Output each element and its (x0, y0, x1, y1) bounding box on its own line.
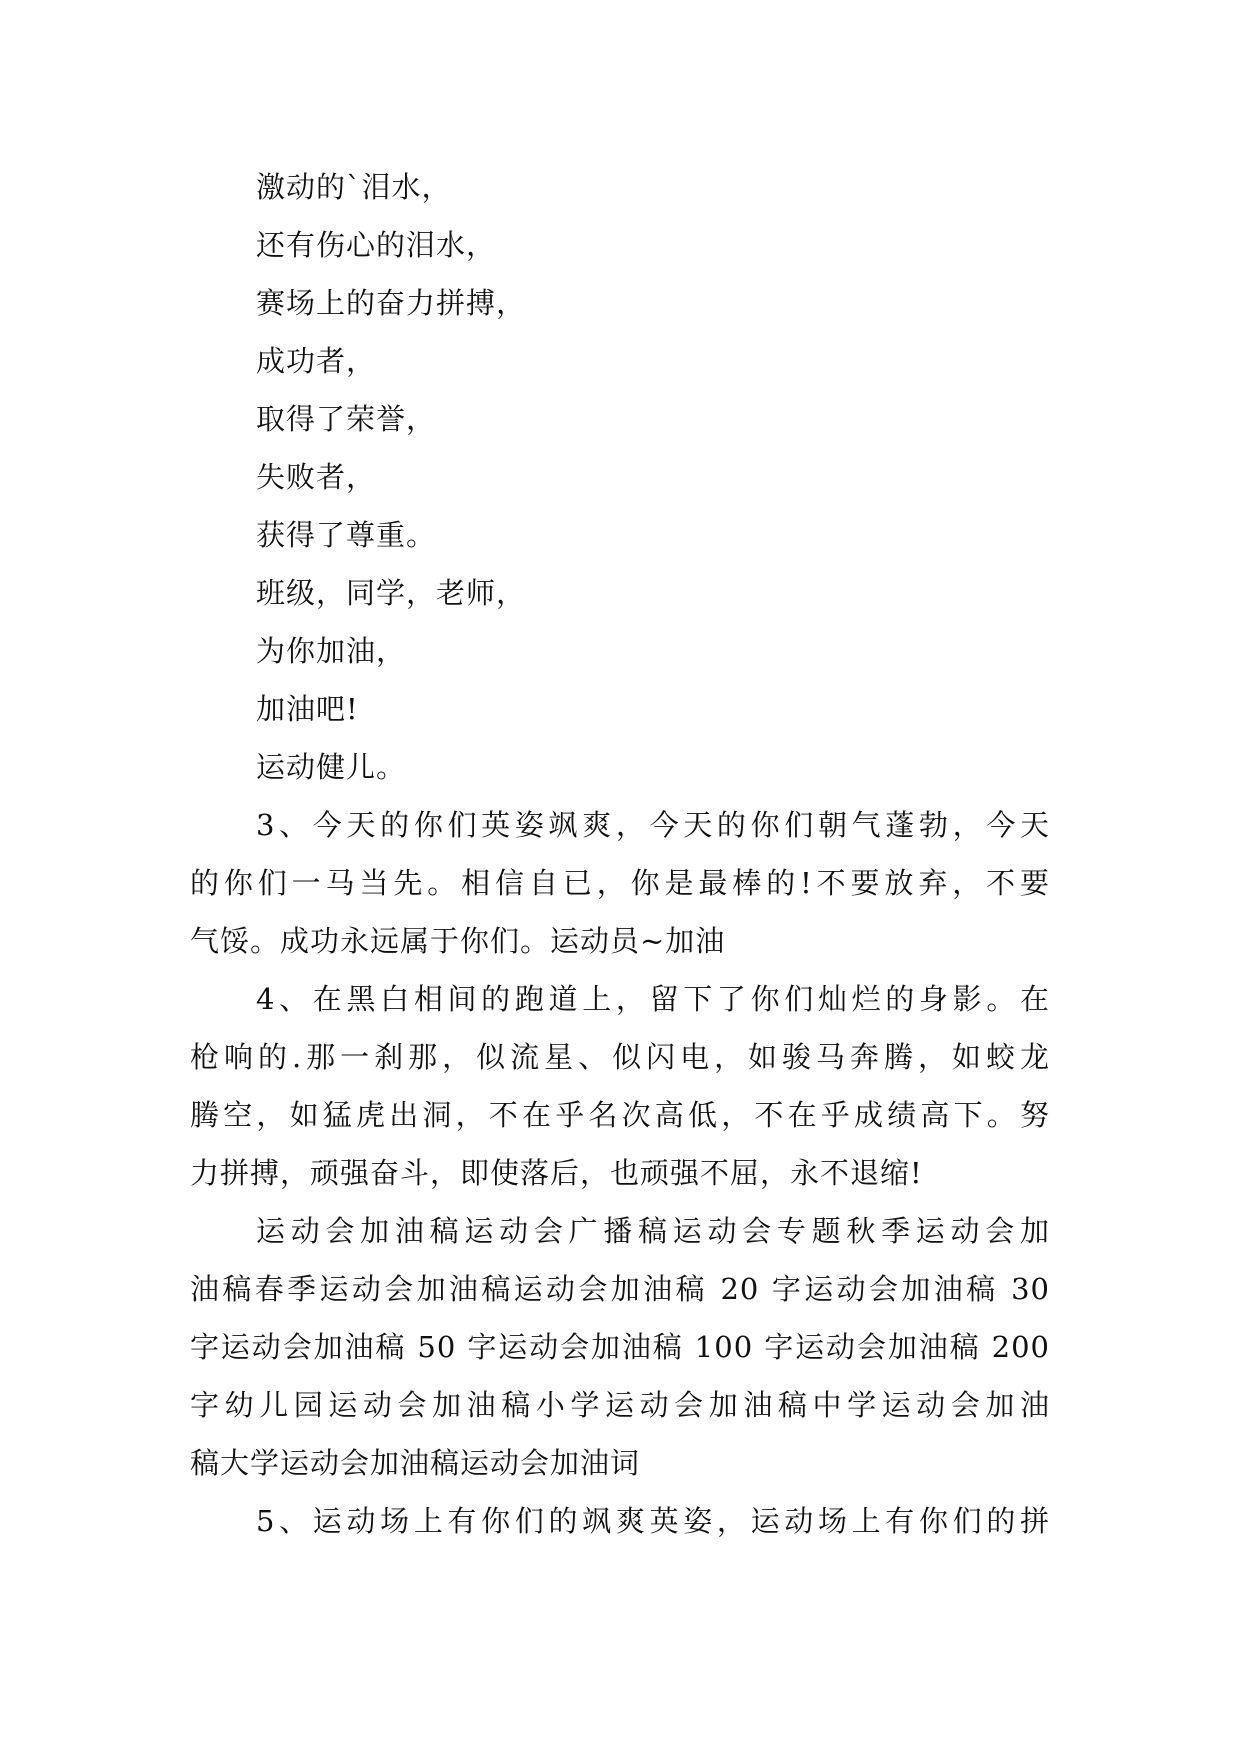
related-topics-paragraph (190, 1202, 1050, 1492)
poem-line: 赛场上的奋力拼搏， (256, 286, 527, 320)
paragraph-row: 字幼儿园运动会加油稿小学运动会加油稿中学运动会加油 (190, 1388, 1050, 1422)
paragraph-row: 油稿春季运动会加油稿运动会加油稿 20 字运动会加油稿 30 (190, 1272, 1050, 1306)
document-body (190, 158, 1050, 1550)
paragraph-row: 4、在黑白相间的跑道上，留下了你们灿烂的身影。在 (256, 982, 1050, 1016)
poem-line: 失败者， (256, 460, 377, 494)
poem-line: 加油吧! (256, 692, 359, 726)
paragraph-row: 枪响的.那一刹那，似流星、似闪电，如骏马奔腾，如蛟龙 (190, 1040, 1050, 1074)
poem-line: 还有伤心的泪水， (256, 228, 497, 262)
paragraph-5 (190, 1492, 1050, 1550)
paragraph-3 (190, 796, 1050, 970)
paragraph-row: 运动会加油稿运动会广播稿运动会专题秋季运动会加 (256, 1214, 1050, 1248)
poem-line: 获得了尊重。 (256, 518, 437, 552)
poem-line: 为你加油， (256, 634, 407, 668)
paragraph-row: 腾空，如猛虎出洞，不在乎名次高低，不在乎成绩高下。努 (190, 1098, 1050, 1132)
poem-line: 班级，同学，老师， (256, 576, 527, 610)
paragraph-row: 力拼搏，顽强奋斗，即使落后，也顽强不屈，永不退缩! (190, 1156, 923, 1190)
poem-block (190, 158, 1050, 796)
paragraph-row: 3、今天的你们英姿飒爽，今天的你们朝气蓬勃，今天 (256, 808, 1050, 842)
poem-line: 成功者， (256, 344, 377, 378)
paragraph-row: 5、运动场上有你们的飒爽英姿，运动场上有你们的拼 (256, 1504, 1050, 1538)
paragraph-row: 气馁。成功永远属于你们。运动员~加油 (190, 924, 726, 958)
paragraph-4 (190, 970, 1050, 1202)
poem-line: 激动的`泪水， (256, 170, 452, 204)
poem-line: 运动健儿。 (256, 750, 407, 784)
paragraph-row: 稿大学运动会加油稿运动会加油词 (190, 1446, 641, 1480)
paragraph-row: 字运动会加油稿 50 字运动会加油稿 100 字运动会加油稿 200 (190, 1330, 1050, 1364)
paragraph-row: 的你们一马当先。相信自已，你是最棒的!不要放弃，不要 (190, 866, 1050, 900)
poem-line: 取得了荣誉， (256, 402, 437, 436)
